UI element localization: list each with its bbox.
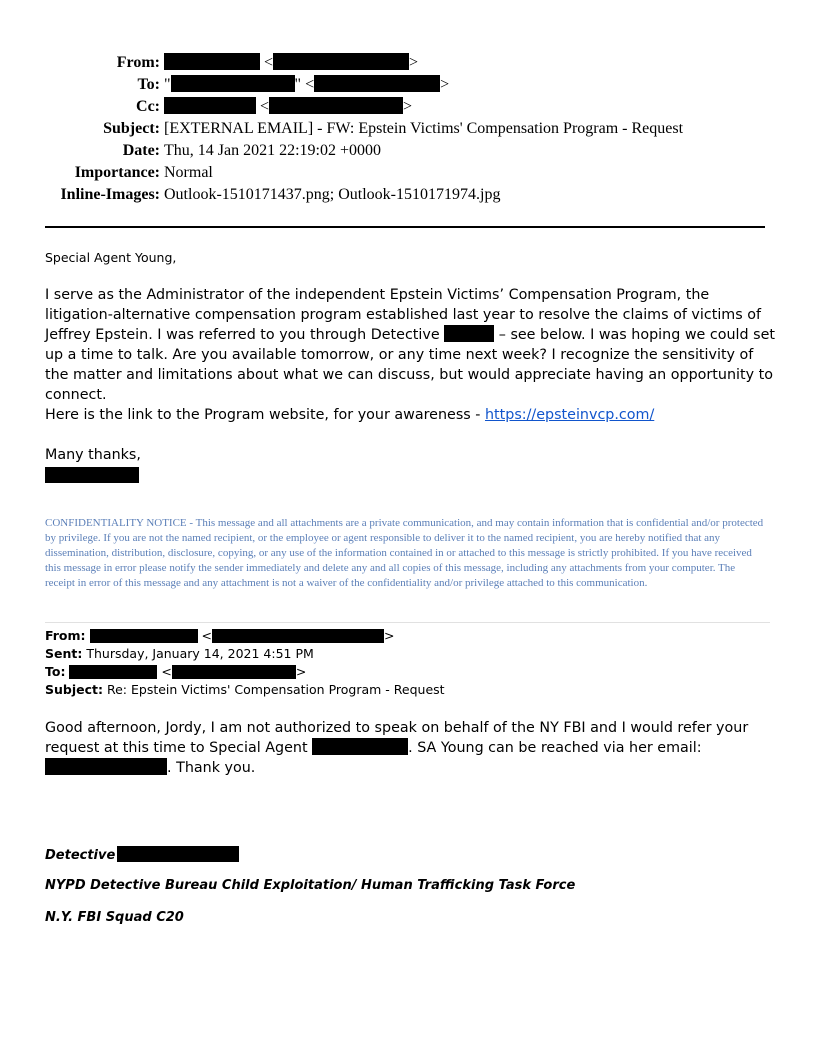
inline-images-label: Inline-Images: <box>60 186 160 203</box>
angle-close: > <box>409 54 419 71</box>
to-value <box>164 74 449 96</box>
fwd-sent-value: Thursday, January 14, 2021 4:51 PM <box>86 646 314 661</box>
fwd-subject-value: Re: Epstein Victims' Compensation Program - Request <box>106 682 445 697</box>
redacted-fwd-sender-email <box>212 629 384 643</box>
redacted-recipient-name <box>171 75 295 92</box>
date-value: Thu, 14 Jan 2021 22:19:02 +0000 <box>164 142 382 159</box>
subject-value: [EXTERNAL EMAIL] - FW: Epstein Victims' Compensation Program - Request <box>164 120 684 137</box>
fwd-from-label: From: <box>45 628 86 643</box>
date-label: Date: <box>122 142 160 159</box>
quote-close: " <box>294 76 302 93</box>
salutation: Special Agent Young, <box>45 250 177 265</box>
redacted-fwd-recipient-name <box>69 665 157 679</box>
redacted-detective-signature <box>117 846 239 862</box>
fwd-sent-row <box>45 645 314 663</box>
inline-images-value: Outlook-1510171437.png; Outlook-1510171974.jpg <box>164 186 501 203</box>
cc-label: Cc: <box>136 98 160 115</box>
signature-unit: NYPD Detective Bureau Child Exploitation/ Human Trafficking Task Force <box>45 878 576 893</box>
redacted-fwd-recipient-email <box>172 665 296 679</box>
reply-text-a: Good afternoon, Jordy, I am not authorized to speak on behalf of the NY FBI and I would refer your request at this time to Special Agent <box>45 720 749 756</box>
reply-paragraph <box>45 718 775 778</box>
angle-open: < <box>264 54 274 71</box>
fwd-to-label: To: <box>45 664 66 679</box>
redacted-agent-name <box>312 738 408 755</box>
angle-open: < <box>260 98 270 115</box>
redacted-agent-email <box>45 758 167 775</box>
body-paragraph-1 <box>45 285 775 405</box>
redacted-fwd-sender-name <box>90 629 198 643</box>
redacted-recipient-email <box>314 75 440 92</box>
signature-title <box>45 846 239 863</box>
redacted-cc-name <box>164 97 256 114</box>
reply-text-c: . Thank you. <box>167 760 256 776</box>
angle-close: > <box>383 628 395 643</box>
redacted-sender-name <box>164 53 260 70</box>
importance-value: Normal <box>164 164 213 181</box>
header-divider <box>45 226 765 228</box>
reply-text-b: . SA Young can be reached via her email: <box>408 740 702 756</box>
fwd-to-row <box>45 663 306 681</box>
signature-title-text: Detective <box>45 848 116 863</box>
quote-open: " <box>164 76 171 93</box>
angle-close: > <box>440 76 450 93</box>
to-label: To: <box>137 76 160 93</box>
program-website-link[interactable]: https://epsteinvcp.com/ <box>484 407 655 423</box>
from-label: From: <box>116 54 160 71</box>
body-paragraph-2 <box>45 405 775 425</box>
angle-close: > <box>403 98 413 115</box>
from-value <box>164 52 418 74</box>
closing: Many thanks, <box>45 447 141 463</box>
importance-label: Importance: <box>74 164 160 181</box>
angle-open: < <box>161 664 172 679</box>
para2-text: Here is the link to the Program website, for your awareness - <box>45 407 485 423</box>
redacted-detective-name <box>444 325 494 342</box>
subject-label: Subject: <box>103 120 160 137</box>
angle-open: < <box>305 76 315 93</box>
signature-squad: N.Y. FBI Squad C20 <box>45 910 184 925</box>
forward-divider <box>45 622 770 623</box>
fwd-from-row <box>45 627 394 645</box>
fwd-subject-row <box>45 681 445 699</box>
cc-value <box>164 96 412 118</box>
fwd-subject-label: Subject: <box>45 682 103 697</box>
confidentiality-notice: CONFIDENTIALITY NOTICE - This message and all attachments are a private communication, and may contain information that is confidential and/or protected by privilege. If you are not the named recipient, or the employee or agent responsible to deliver it to the named recipient, you are hereby notified that any dissemination, distribution, disclosure, copying, or any use of the information contained in or attached to this message is strictly prohibited. If you have received this message in error please notify the sender immediately and delete any and all copies of this message, including any attachments from your computer. The receipt in error of this message and any attachment is not a waiver of the confidentiality and/or privilege attached to this communication. <box>45 517 764 589</box>
redacted-sender-signature <box>45 467 139 483</box>
para1-text-a: I serve as the Administrator of the independent Epstein Victims’ Compensation Program, the litigation-alternative compensation program established last year to resolve the claims of victims of Jeffrey Epstein. I was referred to you through Detective <box>45 287 761 343</box>
angle-open: < <box>201 628 212 643</box>
fwd-sent-label: Sent: <box>45 646 83 661</box>
angle-close: > <box>295 664 307 679</box>
redacted-sender-email <box>273 53 409 70</box>
para1-text-b: – see below. I was hoping we could set up a time to talk. Are you available tomorrow, or any time next week? I recognize the sensitivity of the matter and limitations about what we can discuss, but would appreciate having an opportunity to connect. <box>45 327 775 403</box>
redacted-cc-email <box>269 97 403 114</box>
